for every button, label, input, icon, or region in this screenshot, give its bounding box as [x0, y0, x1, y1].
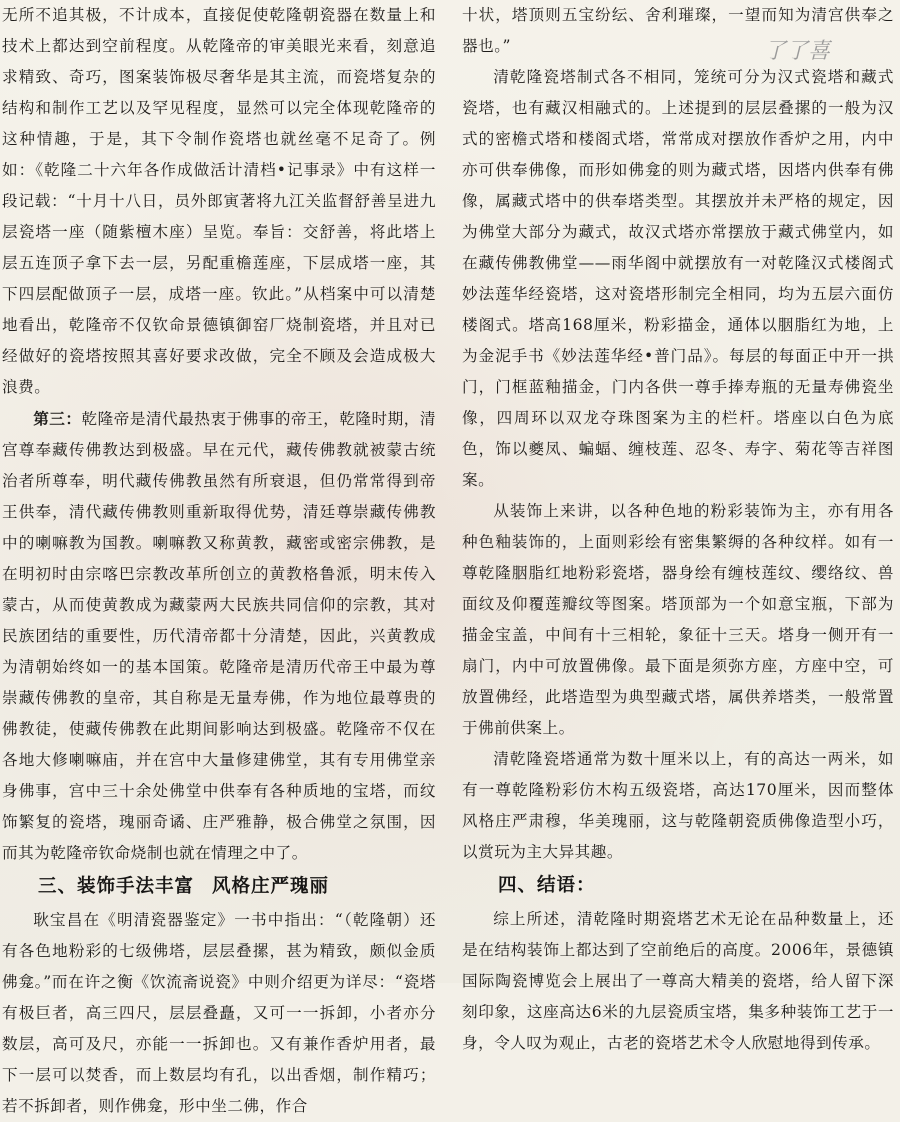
point-three-lead: 第三： — [33, 409, 82, 428]
right-paragraph-1: 清乾隆瓷塔制式各不相同，笼统可分为汉式瓷塔和藏式瓷塔，也有藏汉相融式的。上述提到的层层叠摞的一般为汉式的密檐式塔和楼阁式塔，常常成对摆放作香炉之用，内中亦可供奉佛像，而形如佛龛的则为藏式塔，因塔内供奉有佛像，属藏式塔中的供奉塔类型。其摆放并未严格的规定，因为佛堂大部分为藏式，故汉式塔亦常摆放于藏式佛堂内，如在藏传佛教佛堂——雨华阁中就摆放有一对乾隆汉式楼阁式妙法莲华经瓷塔，这对瓷塔形制完全相同，均为五层六面仿楼阁式。塔高168厘米，粉彩描金，通体以胭脂红为地，上为金泥手书《妙法莲华经•普门品》。每层的每面正中开一拱门，门框蓝釉描金，门内各供一尊手捧寿瓶的无量寿佛瓷坐像，四周环以双龙夺珠图案为主的栏杆。塔座以白色为底色，饰以夔凤、蝙蝠、缠枝莲、忍冬、寿字、菊花等吉祥图案。 — [462, 68, 894, 489]
section-heading-four: 四、结语： — [498, 875, 596, 896]
left-column — [2, 0, 436, 1122]
watermark-logo — [760, 32, 880, 66]
left-paragraph-1: 无所不追其极，不计成本，直接促使乾隆朝瓷器在数量上和技术上都达到空前程度。从乾隆帝的审美眼光来看，刻意追求精致、奇巧，图案装饰极尽奢华是其主流，而瓷塔复杂的结构和制作工艺以及罕见程度，显然可以完全体现乾隆帝的这种情趣，于是，其下令制作瓷塔也就丝毫不足奇了。例如：《乾隆二十六年各作成做活计清档•记事录》中有这样一段记载：“十月十八日，员外郎寅著将九江关监督舒善呈进九层瓷塔一座（随紫檀木座）呈览。奉旨：交舒善，将此塔上层五连顶子拿下去一层，另配重檐莲座，下层成塔一座，其下四层配做顶子一层，成塔一座。钦此。”从档案中可以清楚地看出，乾隆帝不仅钦命景德镇御窑厂烧制瓷塔，并且对已经做好的瓷塔按照其喜好要求改做，完全不顾及会造成极大浪费。 — [2, 6, 436, 396]
right-paragraph-4: 综上所述，清乾隆时期瓷塔艺术无论在品种数量上，还是在结构装饰上都达到了空前绝后的高度。2006年，景德镇国际陶瓷博览会上展出了一尊高大精美的瓷塔，给人留下深刻印象，这座高达6米的九层瓷质宝塔，集多种装饰工艺于一身，令人叹为观止，古老的瓷塔艺术令人欣慰地得到传承。 — [462, 910, 894, 1052]
watermark-logo-text: 了了喜 — [764, 39, 831, 64]
point-three-text: 乾隆帝是清代最热衷于佛事的帝王，乾隆时期，清宫尊奉藏传佛教达到极盛。早在元代，藏传佛教就被蒙古统治者所尊奉，明代藏传佛教虽然有所衰退，但仍常常得到帝王供奉，清代藏传佛教则重新取得优势，清廷尊崇藏传佛教中的喇嘛教为国教。喇嘛教又称黄教，藏密或密宗佛教，是在明初时由宗喀巴宗教改革所创立的黄教格鲁派，明末传入蒙古，从而使黄教成为藏蒙两大民族共同信仰的宗教，其对民族团结的重要性，历代清帝都十分清楚，因此，兴黄教成为清朝始终如一的基本国策。乾隆帝是清历代帝王中最为尊崇藏传佛教的皇帝，其自称是无量寿佛，作为地位最尊贵的佛教徒，使藏传佛教在此期间影响达到极盛。乾隆帝不仅在各地大修喇嘛庙，并在宫中大量修建佛堂，其有专用佛堂亲身佛事，宫中三十余处佛堂中供奉有各种质地的宝塔，而纹饰繁复的瓷塔，瑰丽奇谲、庄严雅静，极合佛堂之氛围，因而其为乾隆帝钦命烧制也就在情理之中了。 — [2, 410, 436, 862]
section-heading-three — [2, 869, 436, 905]
section-heading-three-part1: 三、装饰手法丰富 — [38, 876, 195, 897]
right-paragraph-2: 从装饰上来讲，以各种色地的粉彩装饰为主，亦有用各种色釉装饰的，上面则彩绘有密集繁缛的各种纹样。如有一尊乾隆胭脂红地粉彩瓷塔，器身绘有缠枝莲纹、缨络纹、兽面纹及仰覆莲瓣纹等图案。塔顶部为一个如意宝瓶，下部为描金宝盖，中间有十三相轮，象征十三天。塔身一侧开有一扇门，内中可放置佛像。最下面是须弥方座，方座中空，可放置佛经，此塔造型为典型藏式塔，属供养塔类，一般常置于佛前供案上。 — [462, 502, 894, 737]
right-paragraph-3: 清乾隆瓷塔通常为数十厘米以上，有的高达一两米，如有一尊乾隆粉彩仿木构五级瓷塔，高达170厘米，因而整体风格庄严肃穆，华美瑰丽，这与乾隆朝瓷质佛像造型小巧，以赏玩为主大异其趣。 — [462, 750, 894, 861]
left-paragraph-3: 耿宝昌在《明清瓷器鉴定》一书中指出：“（乾隆朝）还有各色地粉彩的七级佛塔，层层叠摞，甚为精致，颇似金质佛龛。”而在许之衡《饮流斋说瓷》中则介绍更为详尽：“瓷塔有极巨者，高三四尺，层层叠矗，又可一一拆卸，小者亦分数层，高可及尺，亦能一一拆卸也。又有兼作香炉用者，最下一层可以焚香，而上数层均有孔，以出香烟，制作精巧；若不拆卸者，则作佛龛，形中坐二佛，作合 — [2, 911, 436, 1115]
left-paragraph-2 — [2, 403, 436, 869]
section-heading-three-part2: 风格庄严瑰丽 — [212, 876, 330, 897]
right-column — [462, 0, 894, 1059]
right-paragraph-0: 十状，塔顶则五宝纷纭、舍利璀璨，一望而知为清宫供奉之器也。” — [462, 6, 894, 55]
